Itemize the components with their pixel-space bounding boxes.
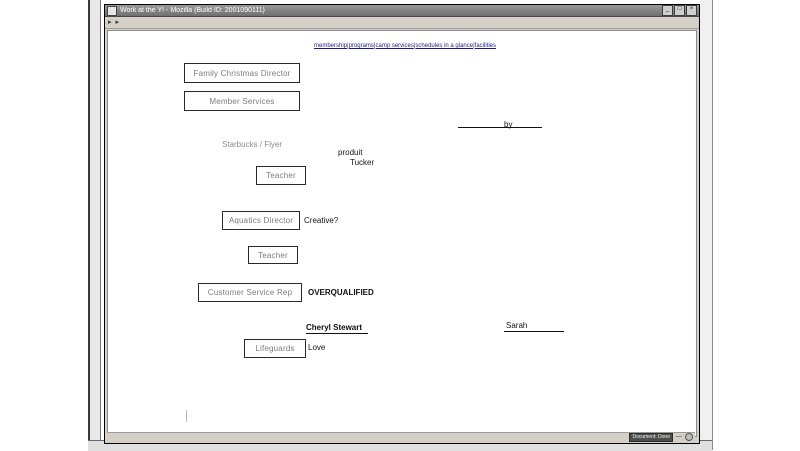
site-nav[interactable] bbox=[314, 43, 496, 49]
job-box-aquatics-director[interactable]: Aquatics Director bbox=[222, 211, 300, 230]
window-title: Work at the Y! - Mozilla {Build ID: 2001090111} bbox=[120, 7, 266, 14]
job-box-teacher-2[interactable]: Teacher bbox=[248, 246, 298, 264]
paper-left-edge bbox=[88, 0, 101, 450]
annotation-rule-sarah bbox=[504, 331, 564, 332]
annotation-love: Love bbox=[308, 343, 326, 352]
nav-link-facilities[interactable]: facilities bbox=[474, 43, 497, 49]
nav-separator-1: | bbox=[347, 43, 349, 49]
nav-separator-4: | bbox=[473, 43, 475, 49]
annotation-rule-by bbox=[458, 127, 542, 128]
annotation-tucker: Tucker bbox=[350, 158, 375, 167]
mozilla-icon bbox=[107, 6, 117, 16]
globe-icon[interactable] bbox=[685, 433, 693, 441]
note-starbucks-flyer: Starbucks / Flyer bbox=[222, 140, 283, 149]
job-box-teacher-1[interactable]: Teacher bbox=[256, 166, 306, 185]
job-box-customer-service-rep[interactable]: Customer Service Rep bbox=[198, 283, 302, 302]
window-controls bbox=[662, 5, 697, 16]
job-box-member-services[interactable]: Member Services bbox=[184, 91, 300, 111]
job-box-lifeguards[interactable]: Lifeguards bbox=[244, 339, 306, 358]
nav-link-schedules[interactable]: schedules in a glance bbox=[415, 43, 474, 49]
page-canvas bbox=[107, 30, 697, 437]
browser-window bbox=[104, 4, 700, 444]
status-dash: — bbox=[676, 434, 682, 440]
annotation-produit: produit bbox=[338, 148, 363, 157]
nav-link-programs[interactable]: programs bbox=[348, 43, 374, 49]
forward-icon[interactable]: ▸ bbox=[115, 18, 120, 26]
minimize-button[interactable]: _ bbox=[662, 5, 673, 16]
back-icon[interactable]: ▸ bbox=[108, 18, 112, 26]
scroll-indicator bbox=[186, 410, 187, 422]
annotation-creative: Creative? bbox=[304, 216, 339, 225]
nav-separator-3: | bbox=[413, 43, 416, 49]
annotation-by: by bbox=[504, 120, 513, 129]
nav-link-camp-services[interactable]: camp services bbox=[375, 43, 414, 49]
window-titlebar[interactable] bbox=[105, 5, 699, 17]
annotation-sarah: Sarah bbox=[506, 321, 528, 330]
nav-link-membership[interactable]: membership bbox=[314, 43, 348, 49]
maximize-button[interactable]: □ bbox=[674, 5, 685, 16]
browser-toolbar[interactable] bbox=[105, 17, 699, 29]
close-button[interactable]: × bbox=[686, 5, 697, 16]
nav-separator-2: | bbox=[373, 43, 376, 49]
annotation-rule-cheryl bbox=[306, 333, 368, 334]
paper-right-edge bbox=[700, 0, 713, 450]
status-bar bbox=[107, 432, 695, 441]
annotation-cheryl-stewart: Cheryl Stewart bbox=[306, 323, 363, 332]
status-text: Document: Done bbox=[629, 433, 673, 442]
job-box-family-christmas-director[interactable]: Family Christmas Director bbox=[184, 63, 300, 83]
annotation-overqualified: OVERQUALIFIED bbox=[308, 288, 374, 297]
